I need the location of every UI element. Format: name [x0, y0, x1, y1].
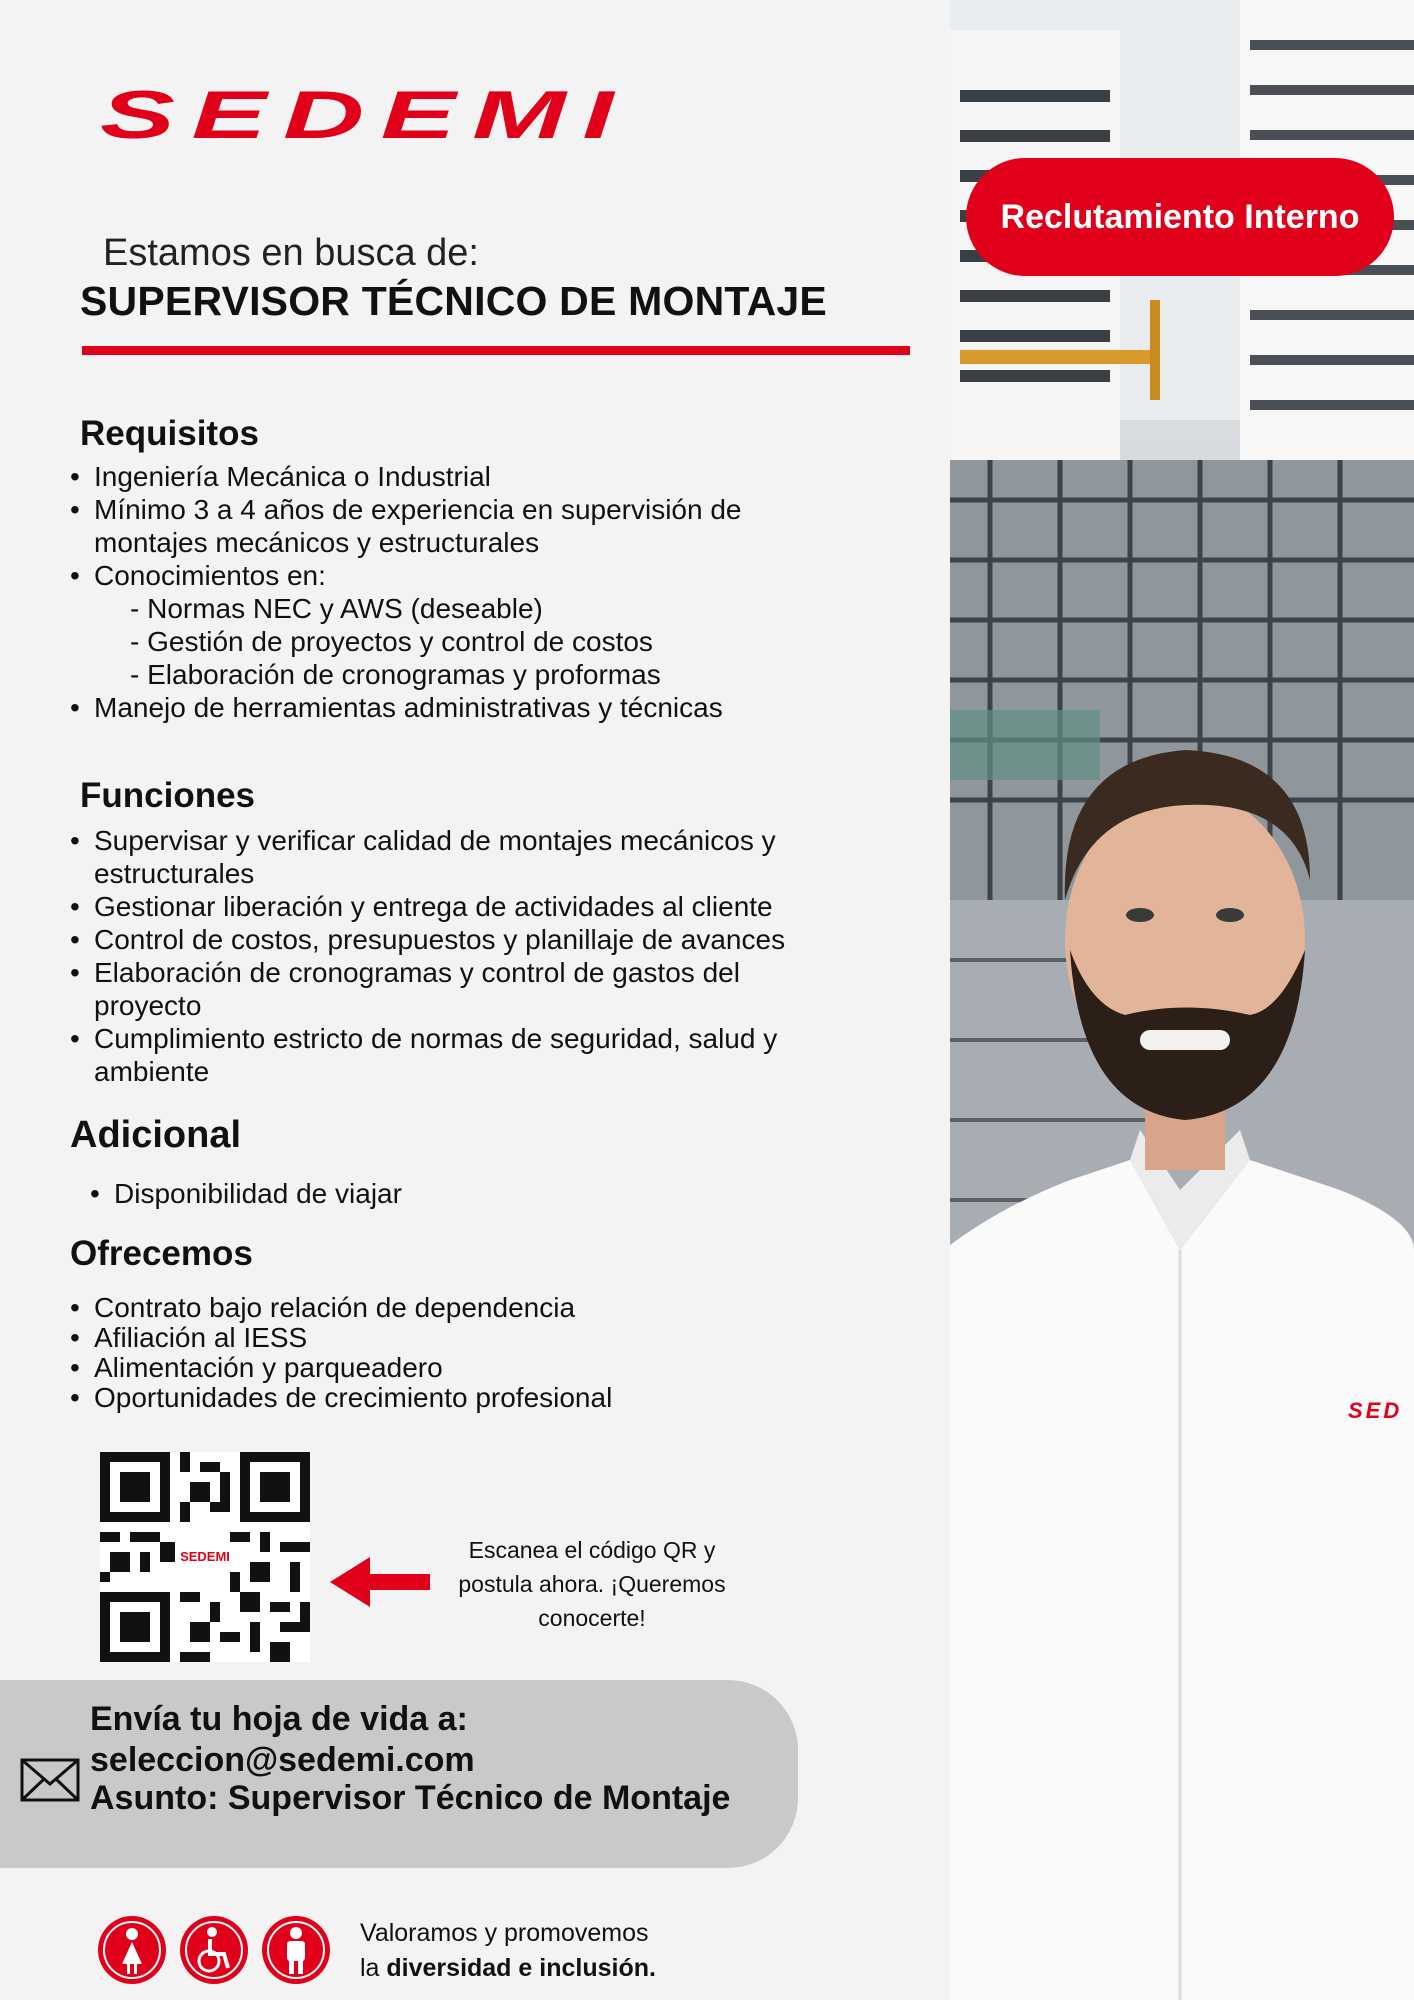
- list-item: • Ingeniería Mecánica o Industrial: [72, 460, 852, 493]
- list-item: • Elaboración de cronogramas y control de gastos del proyecto: [72, 956, 834, 1022]
- arrow-left-icon: [330, 1557, 430, 1612]
- list-item: • Afiliación al IESS: [72, 1323, 832, 1353]
- requisitos-heading: Requisitos: [80, 414, 259, 453]
- diversity-prefix: la: [360, 1954, 387, 1982]
- contact-label: Envía tu hoja de vida a:: [90, 1700, 468, 1738]
- photo-illustration: [950, 0, 1414, 2000]
- list-item: • Mínimo 3 a 4 años de experiencia en supervisión de montajes mecánicos y estructurales: [72, 493, 844, 559]
- list-item: • Contrato bajo relación de dependencia: [72, 1293, 832, 1323]
- sub-item: - Normas NEC y AWS (deseable): [130, 593, 543, 624]
- contact-email[interactable]: seleccion@sedemi.com: [90, 1741, 475, 1779]
- list-item: • Manejo de herramientas administrativas y técnicas: [72, 691, 852, 724]
- logo-text: SEDEMI: [100, 88, 630, 144]
- contact-subject: Asunto: Supervisor Técnico de Montaje: [90, 1779, 731, 1817]
- diversity-bold: diversidad e inclusión.: [386, 1954, 656, 1982]
- ofrecemos-heading: Ofrecemos: [70, 1234, 253, 1273]
- diversity-icons: [96, 1914, 336, 1991]
- wheelchair-icon: [180, 1916, 248, 1984]
- qr-logo-text: SEDEMI: [180, 1549, 230, 1564]
- construction-photo: [950, 0, 1414, 2000]
- list-item: • Supervisar y verificar calidad de montajes mecánicos y estructurales: [72, 824, 854, 890]
- diversity-line1: Valoramos y promovemos: [360, 1919, 649, 1947]
- title-underline: [82, 346, 910, 355]
- shirt-logo: SED: [1348, 1398, 1403, 1423]
- list-item: • Oportunidades de crecimiento profesional: [72, 1383, 832, 1413]
- woman-icon: [98, 1916, 166, 1984]
- funciones-heading: Funciones: [80, 776, 256, 815]
- requisitos-list: [72, 460, 852, 724]
- qr-pattern: [100, 1452, 310, 1662]
- adicional-list: [92, 1177, 792, 1210]
- diversity-line2: [360, 1951, 656, 1986]
- recruitment-badge: Reclutamiento Interno: [966, 158, 1394, 276]
- ofrecemos-list: [72, 1293, 832, 1413]
- sub-item: - Elaboración de cronogramas y proformas: [130, 659, 661, 690]
- adicional-heading: Adicional: [70, 1114, 242, 1156]
- list-item: • Cumplimiento estricto de normas de seguridad, salud y ambiente: [72, 1022, 864, 1088]
- qr-caption-line: Escanea el código QR y: [468, 1537, 716, 1563]
- logo-wordmark: [100, 88, 630, 144]
- sub-item: - Gestión de proyectos y control de costos: [130, 626, 653, 657]
- list-item: • Gestionar liberación y entrega de actividades al cliente: [72, 890, 852, 923]
- list-item: • Disponibilidad de viajar: [92, 1177, 792, 1210]
- qr-code-icon[interactable]: [100, 1452, 310, 1662]
- list-item: • Conocimientos en:: [72, 559, 852, 592]
- list-item: • Control de costos, presupuestos y planillaje de avances: [72, 923, 852, 956]
- man-icon: [262, 1916, 330, 1984]
- funciones-list: [72, 824, 852, 1088]
- diversity-text: [360, 1916, 656, 1986]
- list-item: • Alimentación y parqueadero: [72, 1353, 832, 1383]
- sedemi-logo: [100, 88, 630, 149]
- qr-caption-line: conocerte!: [538, 1605, 646, 1631]
- mail-icon: [20, 1758, 80, 1807]
- job-title: SUPERVISOR TÉCNICO DE MONTAJE: [80, 278, 827, 324]
- qr-caption-line: postula ahora. ¡Queremos: [458, 1571, 726, 1597]
- intro-text: Estamos en busca de:: [103, 232, 479, 274]
- qr-caption: [432, 1533, 752, 1635]
